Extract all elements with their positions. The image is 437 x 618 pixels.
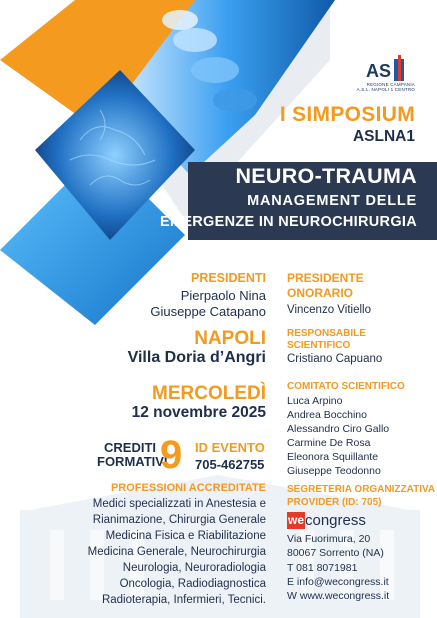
professioni-heading: PROFESSIONI ACCREDITATE xyxy=(110,482,266,494)
responsabile-heading-2: SCIENTIFICO xyxy=(287,340,351,351)
wecongress-logo-text: congress xyxy=(305,512,366,529)
crediti-label xyxy=(97,440,168,469)
event-weekday: MERCOLEDÌ xyxy=(152,383,266,404)
crediti-label-line-1: CREDITI xyxy=(104,440,156,455)
professioni-line: Radioterapia, Infermieri, Tecnici. xyxy=(101,594,266,606)
comitato-member: Carmine De Rosa xyxy=(287,437,371,449)
event-venue: Villa Doria d’Angri xyxy=(127,349,266,366)
logo-subtitle-line-2: A.S.L. NAPOLI 1 CENTRO xyxy=(356,87,415,92)
comitato-member: Andrea Bocchino xyxy=(287,409,367,421)
crediti-label-line-2: FORMATIVI xyxy=(97,454,168,469)
presidenti-heading: PRESIDENTI xyxy=(190,271,266,285)
banner-subtitle-2: EMERGENZE IN NEUROCHIRURGIA xyxy=(159,214,417,230)
comitato-member: Eleonora Squillante xyxy=(287,451,379,463)
event-city: NAPOLI xyxy=(194,328,266,349)
svg-text:AS: AS xyxy=(366,61,392,81)
presidente-onorario-name: Vincenzo Vitiello xyxy=(287,304,371,316)
wecongress-logo-mark: we xyxy=(287,513,304,527)
address-line: 80067 Sorrento (NA) xyxy=(287,547,384,559)
professioni-line: Medicina Generale, Neurochirurgia xyxy=(87,546,266,558)
responsabile-heading-1: RESPONSABILE xyxy=(287,328,366,339)
professioni-line: Rianimazione, Chirurgia Generale xyxy=(92,514,266,526)
professioni-line: Oncologia, Radiodiagnostica xyxy=(119,578,266,590)
comitato-member: Luca Arpino xyxy=(287,395,343,407)
email-link[interactable]: E info@wecongress.it xyxy=(287,576,389,588)
logo-subtitle-line-1: REGIONE CAMPANIA xyxy=(366,82,415,87)
segreteria-heading-2: PROVIDER (ID: 705) xyxy=(287,497,382,508)
address-line: Via Fuorimura, 20 xyxy=(287,533,371,545)
comitato-heading: COMITATO SCIENTIFICO xyxy=(287,381,405,392)
responsabile-name: Cristiano Capuano xyxy=(287,353,383,365)
professioni-line: Medici specializzati in Anestesia e xyxy=(92,498,266,510)
phone-number: T 081 8071981 xyxy=(287,562,358,574)
segreteria-heading-1: SEGRETERIA ORGANIZZATIVA xyxy=(287,484,436,495)
event-date: 12 novembre 2025 xyxy=(131,404,266,421)
banner-title: NEURO-TRAUMA xyxy=(235,164,417,188)
presidente-onorario-heading-2: ONORARIO xyxy=(287,286,353,300)
website-link[interactable]: W www.wecongress.it xyxy=(287,590,390,602)
presidente-name: Pierpaolo Nina xyxy=(180,288,266,303)
id-evento-label: ID EVENTO xyxy=(195,440,265,455)
presidente-onorario-heading-1: PRESIDENTE xyxy=(287,271,364,285)
symposium-subtitle: ASLNA1 xyxy=(352,128,415,145)
professioni-line: Neurologia, Neuroradiologia xyxy=(122,562,266,574)
banner-subtitle-1: MANAGEMENT DELLE xyxy=(247,193,417,209)
symposium-title: I SIMPOSIUM xyxy=(279,103,415,126)
id-evento-value: 705-462755 xyxy=(195,457,265,472)
presidente-name: Giuseppe Catapano xyxy=(150,304,266,319)
crediti-number: 9 xyxy=(160,433,183,477)
comitato-member: Giuseppe Teodonno xyxy=(287,465,381,477)
logo-subtitle xyxy=(353,82,415,92)
professioni-line: Medicina Fisica e Riabilitazione xyxy=(105,530,266,542)
comitato-member: Alessandro Ciro Gallo xyxy=(287,423,390,435)
asl-logo-icon xyxy=(364,55,416,99)
